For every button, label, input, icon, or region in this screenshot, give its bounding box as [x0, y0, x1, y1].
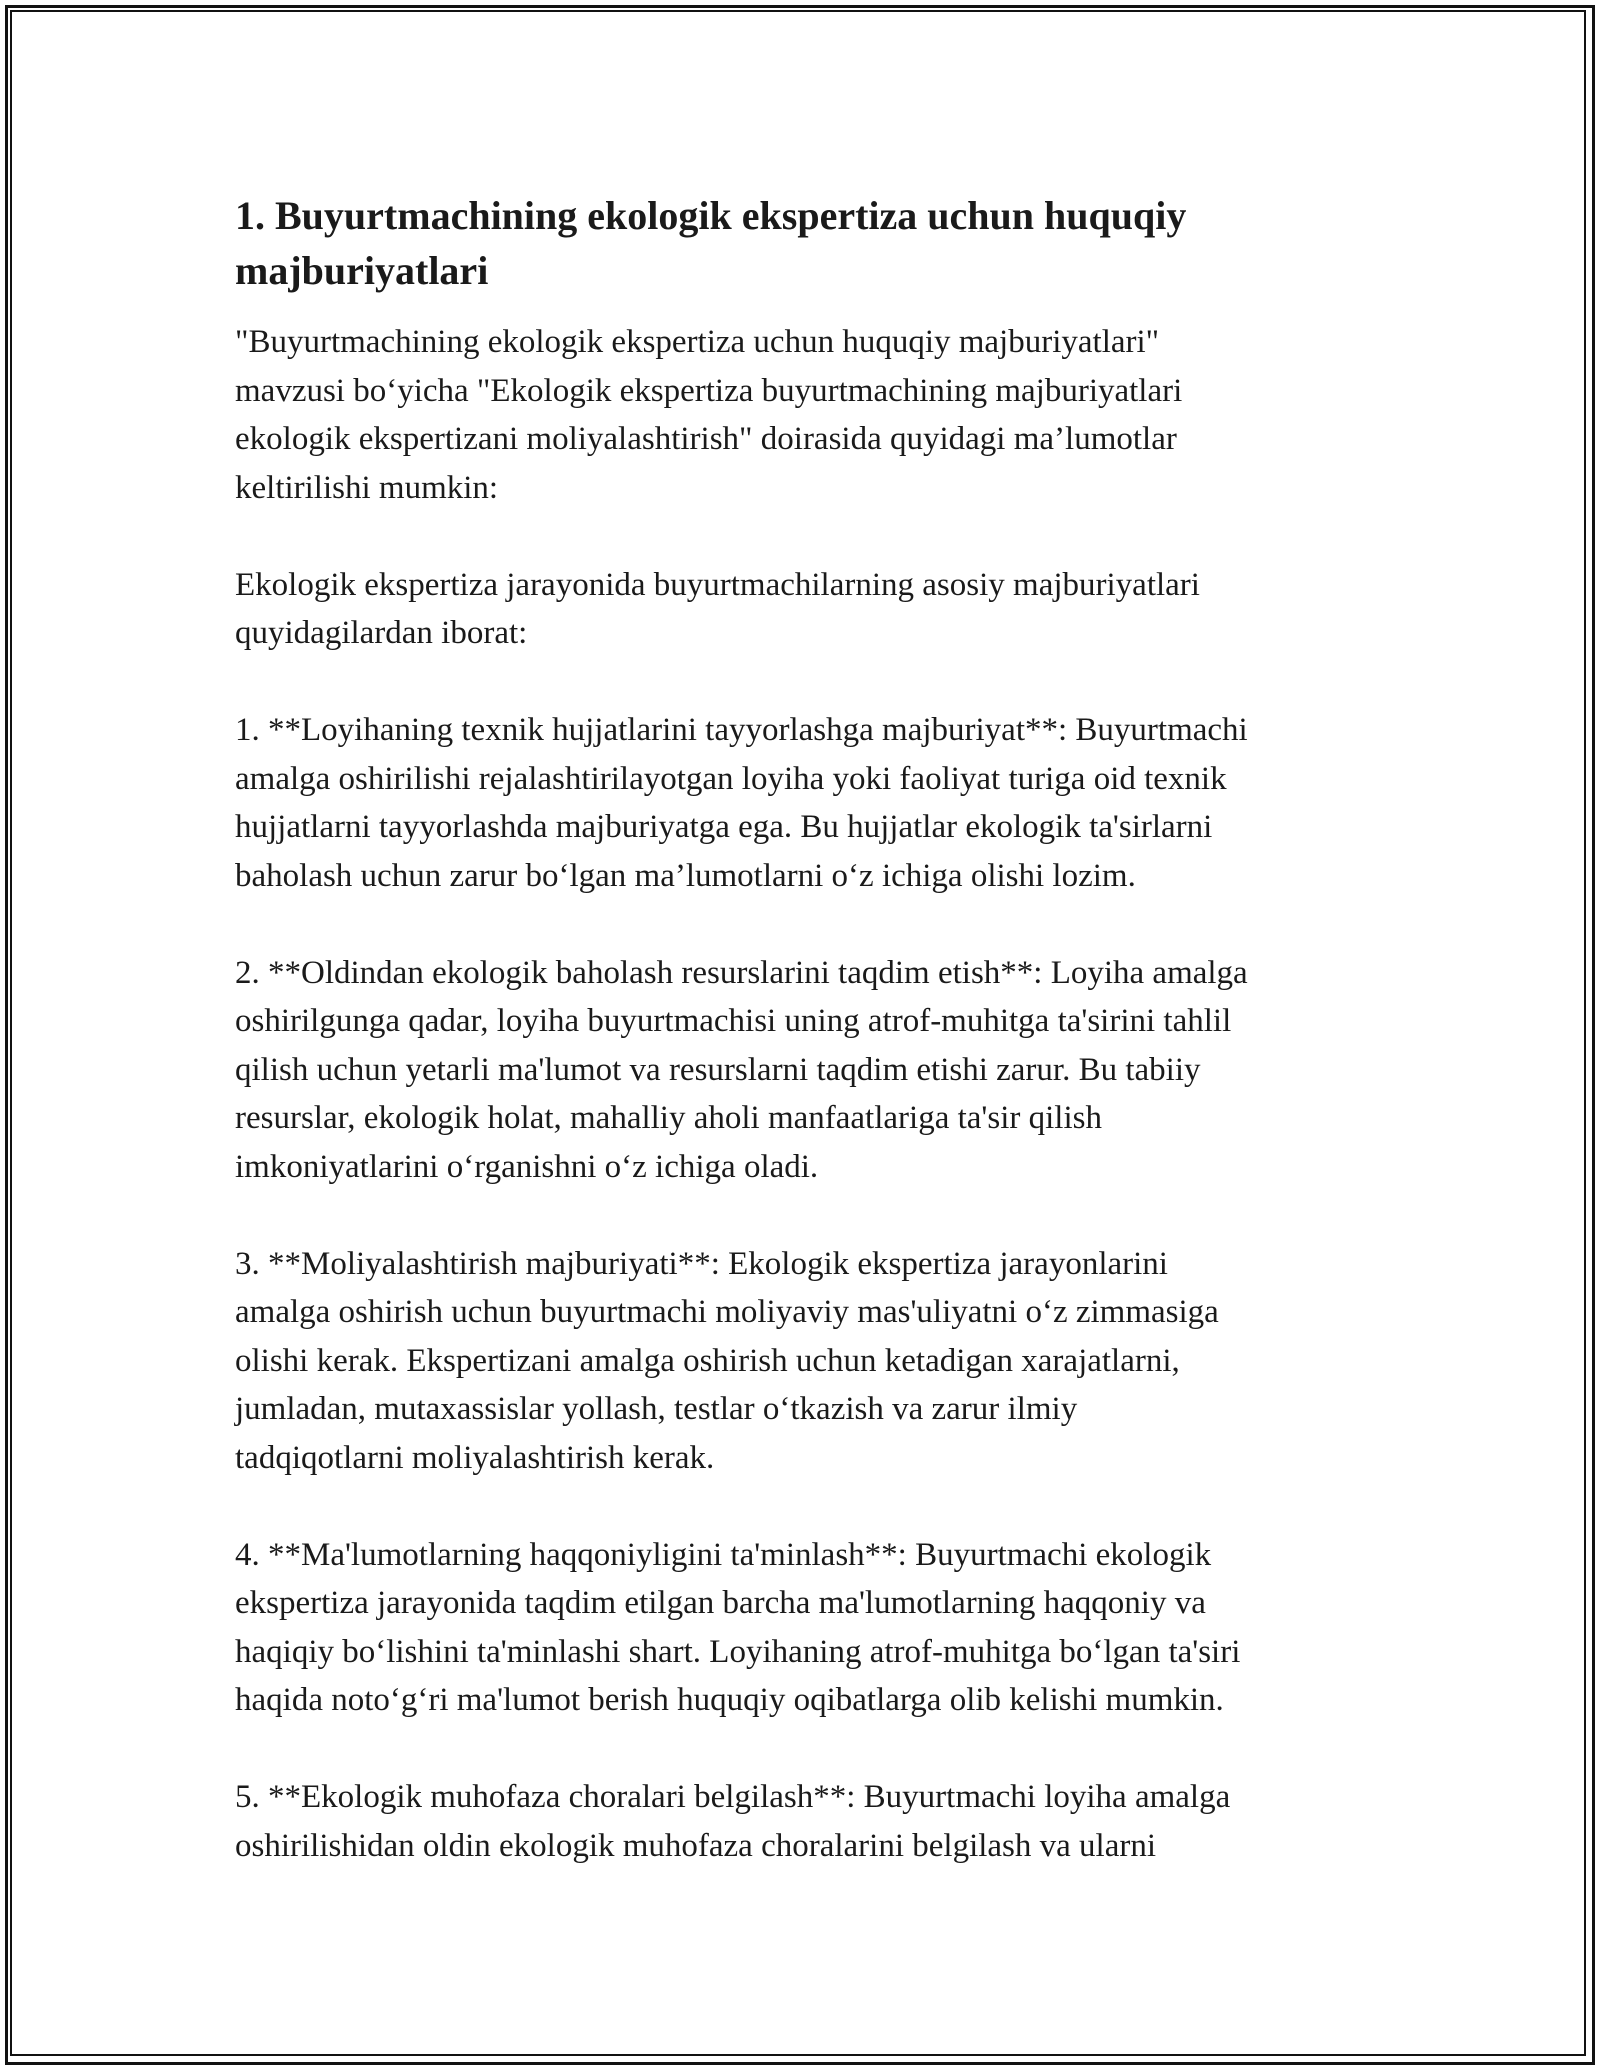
text-line: quyidagilardan iborat: — [235, 615, 528, 651]
text-line: 3. **Moliyalashtirish majburiyati**: Ekologik ekspertiza jarayonlarini — [235, 1245, 1168, 1282]
text-line: oshirilishidan oldin ekologik muhofaza choralarini belgilash va ularni — [235, 1827, 1157, 1864]
text-line: 5. **Ekologik muhofaza choralari belgilash**: Buyurtmachi loyiha amalga — [235, 1779, 1231, 1815]
text-line: haqida noto‘g‘ri ma'lumot berish huquqiy oqibatlarga olib kelishi mumkin. — [235, 1682, 1224, 1718]
text-line: Ekologik ekspertiza jarayonida buyurtmachilarning asosiy majburiyatlari — [235, 566, 1200, 603]
text-line: hujjatlarni tayyorlashda majburiyatga ega. Bu hujjatlar ekologik ta'sirlarni — [235, 809, 1213, 845]
list-item-1 — [235, 706, 1385, 900]
text-line: mavzusi bo‘yicha "Ekologik ekspertiza buyurtmachining majburiyatlari — [235, 372, 1183, 409]
heading-line: majburiyatlari — [235, 248, 489, 293]
text-line: haqiqiy bo‘lishini ta'minlashi shart. Loyihaning atrof-muhitga bo‘lgan ta'siri — [235, 1633, 1241, 1670]
text-line: 2. **Oldindan ekologik baholash resurslarini taqdim etish**: Loyiha amalga — [235, 954, 1248, 991]
text-line: ekologik ekspertizani moliyalashtirish" doirasida quyidagi ma’lumotlar — [235, 421, 1177, 457]
list-item-5 — [235, 1773, 1385, 1870]
list-item-3 — [235, 1240, 1385, 1483]
text-line: amalga oshirish uchun buyurtmachi moliyaviy mas'uliyatni o‘z zimmasiga — [235, 1294, 1219, 1330]
text-line: tadqiqotlarni moliyalashtirish kerak. — [235, 1439, 715, 1476]
lead-paragraph — [235, 561, 1385, 658]
list-item-2 — [235, 949, 1385, 1192]
text-line: amalga oshirilishi rejalashtirilayotgan loyiha yoki faoliyat turiga oid texnik — [235, 760, 1227, 797]
text-line: 4. **Ma'lumotlarning haqqoniyligini ta'minlash**: Buyurtmachi ekologik — [235, 1536, 1212, 1573]
section-heading — [235, 188, 1385, 298]
text-line: oshirilgunga qadar, loyiha buyurtmachisi uning atrof-muhitga ta'sirini tahlil — [235, 1003, 1232, 1039]
text-line: baholash uchun zarur bo‘lgan ma’lumotlarni o‘z ichiga olishi lozim. — [235, 857, 1136, 894]
text-line: jumladan, mutaxassislar yollash, testlar o‘tkazish va zarur ilmiy — [235, 1391, 1078, 1427]
text-line: keltirilishi mumkin: — [235, 469, 499, 506]
heading-line: 1. Buyurtmachining ekologik ekspertiza uchun huquqiy — [235, 193, 1187, 238]
text-line: qilish uchun yetarli ma'lumot va resurslarni taqdim etishi zarur. Bu tabiiy — [235, 1051, 1201, 1088]
text-line: imkoniyatlarini o‘rganishni o‘z ichiga oladi. — [235, 1148, 819, 1185]
text-line: 1. **Loyihaning texnik hujjatlarini tayyorlashga majburiyat**: Buyurtmachi — [235, 712, 1248, 748]
text-line: resurslar, ekologik holat, mahalliy aholi manfaatlariga ta'sir qilish — [235, 1100, 1102, 1136]
text-line: "Buyurtmachining ekologik ekspertiza uchun huquqiy majburiyatlari" — [235, 324, 1160, 360]
intro-paragraph — [235, 318, 1385, 512]
text-line: ekspertiza jarayonida taqdim etilgan barcha ma'lumotlarning haqqoniy va — [235, 1585, 1206, 1621]
document-body — [235, 188, 1385, 1919]
list-item-4 — [235, 1531, 1385, 1725]
text-line: olishi kerak. Ekspertizani amalga oshirish uchun ketadigan xarajatlarni, — [235, 1342, 1180, 1379]
